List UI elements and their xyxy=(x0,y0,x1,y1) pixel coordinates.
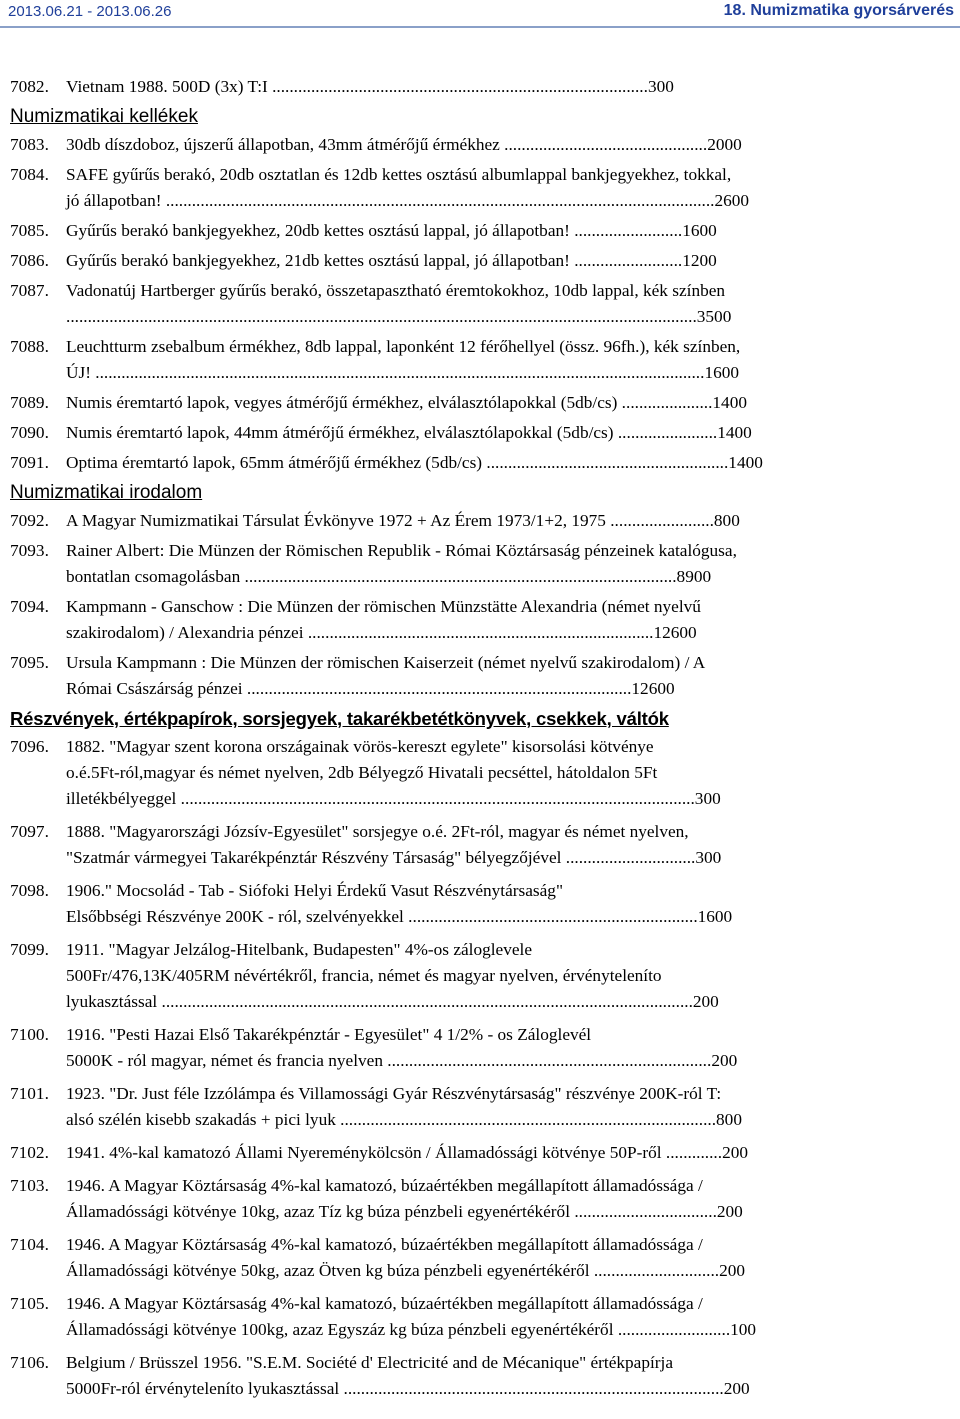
item-number: 7097. xyxy=(10,822,49,841)
catalog-item xyxy=(10,1173,880,1225)
item-description xyxy=(66,218,880,244)
item-number: 7093. xyxy=(10,541,49,560)
catalog-item xyxy=(10,1350,880,1402)
catalog-item xyxy=(10,1291,880,1343)
item-number: 7098. xyxy=(10,881,49,900)
catalog-item xyxy=(10,1140,880,1166)
auction-dates: 2013.06.21 - 2013.06.26 xyxy=(8,3,172,20)
catalog-item xyxy=(10,248,880,274)
item-line: 1916. "Pesti Hazai Első Takarékpénztár - Egyesület" 4 1/2% - os Záloglevél xyxy=(66,1025,592,1044)
item-description xyxy=(66,878,880,930)
item-line: bontatlan csomagolásban ....................................................................................................8900 xyxy=(66,567,712,586)
item-line: Numis éremtartó lapok, vegyes átmérőjű érmékhez, elválasztólapokkal (5db/cs) .....................1400 xyxy=(66,393,747,412)
item-description xyxy=(66,1350,880,1402)
item-line: SAFE gyűrűs berakó, 20db osztatlan és 12db kettes osztású albumlappal bankjegyekhez, tokkal, xyxy=(66,165,732,184)
item-line: Vadonatúj Hartberger gyűrűs berakó, összetapasztható éremtokokhoz, 10db lappal, kék színben xyxy=(66,281,726,300)
item-description xyxy=(66,1081,880,1133)
item-description xyxy=(66,74,880,100)
catalog-item xyxy=(10,132,880,158)
item-line: "Szatmár vármegyei Takarékpénztár Részvény Társaság" bélyegzőjével ..............................300 xyxy=(66,848,722,867)
item-number: 7085. xyxy=(10,221,49,240)
item-line: Leuchtturm zsebalbum érmékhez, 8db lappal, laponként 12 férőhellyel (össz. 96fh.), kék színben, xyxy=(66,337,741,356)
item-description xyxy=(66,334,880,386)
item-line: ÚJ! .............................................................................................................................................1600 xyxy=(66,363,740,382)
catalog-item xyxy=(10,218,880,244)
catalog-item xyxy=(10,937,880,1015)
item-description xyxy=(66,1173,880,1225)
section-heading-irodalom: Numizmatikai irodalom xyxy=(10,482,203,503)
item-number: 7106. xyxy=(10,1353,49,1372)
catalog-item xyxy=(10,334,880,386)
item-description xyxy=(66,650,880,702)
catalog-content xyxy=(10,74,880,1409)
item-line: Római Császárság pénzei .........................................................................................12600 xyxy=(66,679,675,698)
item-description xyxy=(66,420,880,446)
item-line: Államadóssági kötvénye 100kg, azaz Egyszáz kg búza pénzbeli egyenértékéről ..........................100 xyxy=(66,1320,757,1339)
catalog-item xyxy=(10,594,880,646)
item-line: Rainer Albert: Die Münzen der Römischen Republik - Római Köztársaság pénzeinek katalógusa, xyxy=(66,541,737,560)
item-line: Numis éremtartó lapok, 44mm átmérőjű érmékhez, elválasztólapokkal (5db/cs) .......................1400 xyxy=(66,423,752,442)
catalog-item xyxy=(10,538,880,590)
item-line: jó állapotban! ...............................................................................................................................2600 xyxy=(66,191,750,210)
section-heading-reszvenyek: Részvények, értékpapírok, sorsjegyek, takarékbetétkönyvek, csekkek, váltók xyxy=(10,708,669,729)
catalog-item xyxy=(10,508,880,534)
item-line: Gyűrűs berakó bankjegyekhez, 20db kettes osztású lappal, jó állapotban! .........................1600 xyxy=(66,221,717,240)
item-line: Gyűrűs berakó bankjegyekhez, 21db kettes osztású lappal, jó állapotban! .........................1200 xyxy=(66,251,717,270)
item-line: 1923. "Dr. Just féle Izzólámpa és Villamossági Gyár Részvénytársaság" részvénye 200K-ról T: xyxy=(66,1084,722,1103)
item-line: Államadóssági kötvénye 50kg, azaz Ötven kg búza pénzbeli egyenértékéről .............................200 xyxy=(66,1261,746,1280)
item-line: 1946. A Magyar Köztársaság 4%-kal kamatozó, búzaértékben megállapított államadóssága / xyxy=(66,1176,703,1195)
item-line: szakirodalom) / Alexandria pénzei ................................................................................12600 xyxy=(66,623,697,642)
catalog-item xyxy=(10,734,880,812)
item-line: ..................................................................................................................................................3500 xyxy=(66,307,732,326)
item-number: 7087. xyxy=(10,281,49,300)
item-description xyxy=(66,1232,880,1284)
item-line: 30db díszdoboz, újszerű állapotban, 43mm átmérőjű érmékhez ...............................................2000 xyxy=(66,135,742,154)
item-number: 7100. xyxy=(10,1025,49,1044)
item-description xyxy=(66,594,880,646)
item-line: Államadóssági kötvénye 10kg, azaz Tíz kg búza pénzbeli egyenértékéről .................................200 xyxy=(66,1202,743,1221)
item-number: 7099. xyxy=(10,940,49,959)
header-divider xyxy=(0,26,960,28)
item-description xyxy=(66,390,880,416)
item-list-a xyxy=(10,74,880,100)
item-number: 7086. xyxy=(10,251,49,270)
item-line: illetékbélyeggel .......................................................................................................................300 xyxy=(66,789,721,808)
item-description xyxy=(66,162,880,214)
item-list-b xyxy=(10,132,880,476)
item-description xyxy=(66,819,880,871)
item-description xyxy=(66,734,880,812)
catalog-item xyxy=(10,420,880,446)
item-line: 1941. 4%-kal kamatozó Állami Nyereménykölcsön / Államadóssági kötvénye 50P-ről .............200 xyxy=(66,1143,748,1162)
item-number: 7096. xyxy=(10,737,49,756)
item-line: 5000Fr-ról érvényteleníto lyukasztással ........................................................................................200 xyxy=(66,1379,750,1398)
catalog-item xyxy=(10,1232,880,1284)
item-line: 1906." Mocsolád - Tab - Siófoki Helyi Érdekű Vasut Részvénytársaság" xyxy=(66,881,564,900)
item-line: 1911. "Magyar Jelzálog-Hitelbank, Budapesten" 4%-os záloglevele xyxy=(66,940,532,959)
item-number: 7084. xyxy=(10,165,49,184)
catalog-item xyxy=(10,390,880,416)
item-number: 7102. xyxy=(10,1143,49,1162)
item-description xyxy=(66,278,880,330)
item-number: 7090. xyxy=(10,423,49,442)
item-line: 1888. "Magyarországi Józsív-Egyesület" sorsjegye o.é. 2Ft-ról, magyar és német nyelven, xyxy=(66,822,689,841)
item-description xyxy=(66,132,880,158)
item-number: 7088. xyxy=(10,337,49,356)
item-line: A Magyar Numizmatikai Társulat Évkönyve 1972 + Az Érem 1973/1+2, 1975 ........................800 xyxy=(66,511,740,530)
item-line: Elsőbbségi Részvénye 200K - ról, szelvényekkel ...................................................................1600 xyxy=(66,907,733,926)
item-description xyxy=(66,450,880,476)
catalog-item xyxy=(10,278,880,330)
item-line: alsó szélén kisebb szakadás + pici lyuk .......................................................................................800 xyxy=(66,1110,742,1129)
catalog-item xyxy=(10,450,880,476)
catalog-item xyxy=(10,162,880,214)
item-description xyxy=(66,1140,880,1166)
item-line: 5000K - ról magyar, német és francia nyelven ...........................................................................200 xyxy=(66,1051,738,1070)
auction-title: 18. Numizmatika gyorsárverés xyxy=(723,2,954,19)
item-description xyxy=(66,248,880,274)
page-header xyxy=(0,0,960,30)
item-description xyxy=(66,1022,880,1074)
item-number: 7095. xyxy=(10,653,49,672)
item-number: 7105. xyxy=(10,1294,49,1313)
item-number: 7091. xyxy=(10,453,49,472)
catalog-item xyxy=(10,878,880,930)
item-number: 7083. xyxy=(10,135,49,154)
item-number: 7094. xyxy=(10,597,49,616)
item-line: 1882. "Magyar szent korona országainak vörös-kereszt egylete" kisorsolási kötvénye xyxy=(66,737,654,756)
item-line: o.é.5Ft-ról,magyar és német nyelven, 2db Bélyegző Hivatali pecséttel, hátoldalon 5Ft xyxy=(66,763,658,782)
section-heading-kellekek: Numizmatikai kellékek xyxy=(10,106,198,127)
item-description xyxy=(66,508,880,534)
item-line: Optima éremtartó lapok, 65mm átmérőjű érmékhez (5db/cs) ........................................................1400 xyxy=(66,453,763,472)
catalog-item xyxy=(10,819,880,871)
item-number: 7089. xyxy=(10,393,49,412)
item-line: 500Fr/476,13K/405RM névértékről, francia, német és magyar nyelven, érvényteleníto xyxy=(66,966,662,985)
item-line: Kampmann - Ganschow : Die Münzen der römischen Münzstätte Alexandria (német nyelvű xyxy=(66,597,701,616)
catalog-item xyxy=(10,1022,880,1074)
item-description xyxy=(66,538,880,590)
item-line: 1946. A Magyar Köztársaság 4%-kal kamatozó, búzaértékben megállapított államadóssága / xyxy=(66,1235,703,1254)
item-list-d xyxy=(10,734,880,1402)
item-line: Ursula Kampmann : Die Münzen der römischen Kaiserzeit (német nyelvű szakirodalom) / A xyxy=(66,653,706,672)
item-line: Vietnam 1988. 500D (3x) T:I .......................................................................................300 xyxy=(66,77,674,96)
catalog-item xyxy=(10,74,880,100)
item-line: Belgium / Brüsszel 1956. "S.E.M. Société d' Electricité and de Mécanique" értékpapírja xyxy=(66,1353,674,1372)
item-number: 7101. xyxy=(10,1084,49,1103)
item-number: 7082. xyxy=(10,77,49,96)
item-line: lyukasztással ...........................................................................................................................200 xyxy=(66,992,719,1011)
item-line: 1946. A Magyar Köztársaság 4%-kal kamatozó, búzaértékben megállapított államadóssága / xyxy=(66,1294,703,1313)
item-number: 7103. xyxy=(10,1176,49,1195)
item-number: 7092. xyxy=(10,511,49,530)
item-number: 7104. xyxy=(10,1235,49,1254)
item-description xyxy=(66,937,880,1015)
item-list-c xyxy=(10,508,880,702)
item-description xyxy=(66,1291,880,1343)
catalog-item xyxy=(10,650,880,702)
catalog-item xyxy=(10,1081,880,1133)
